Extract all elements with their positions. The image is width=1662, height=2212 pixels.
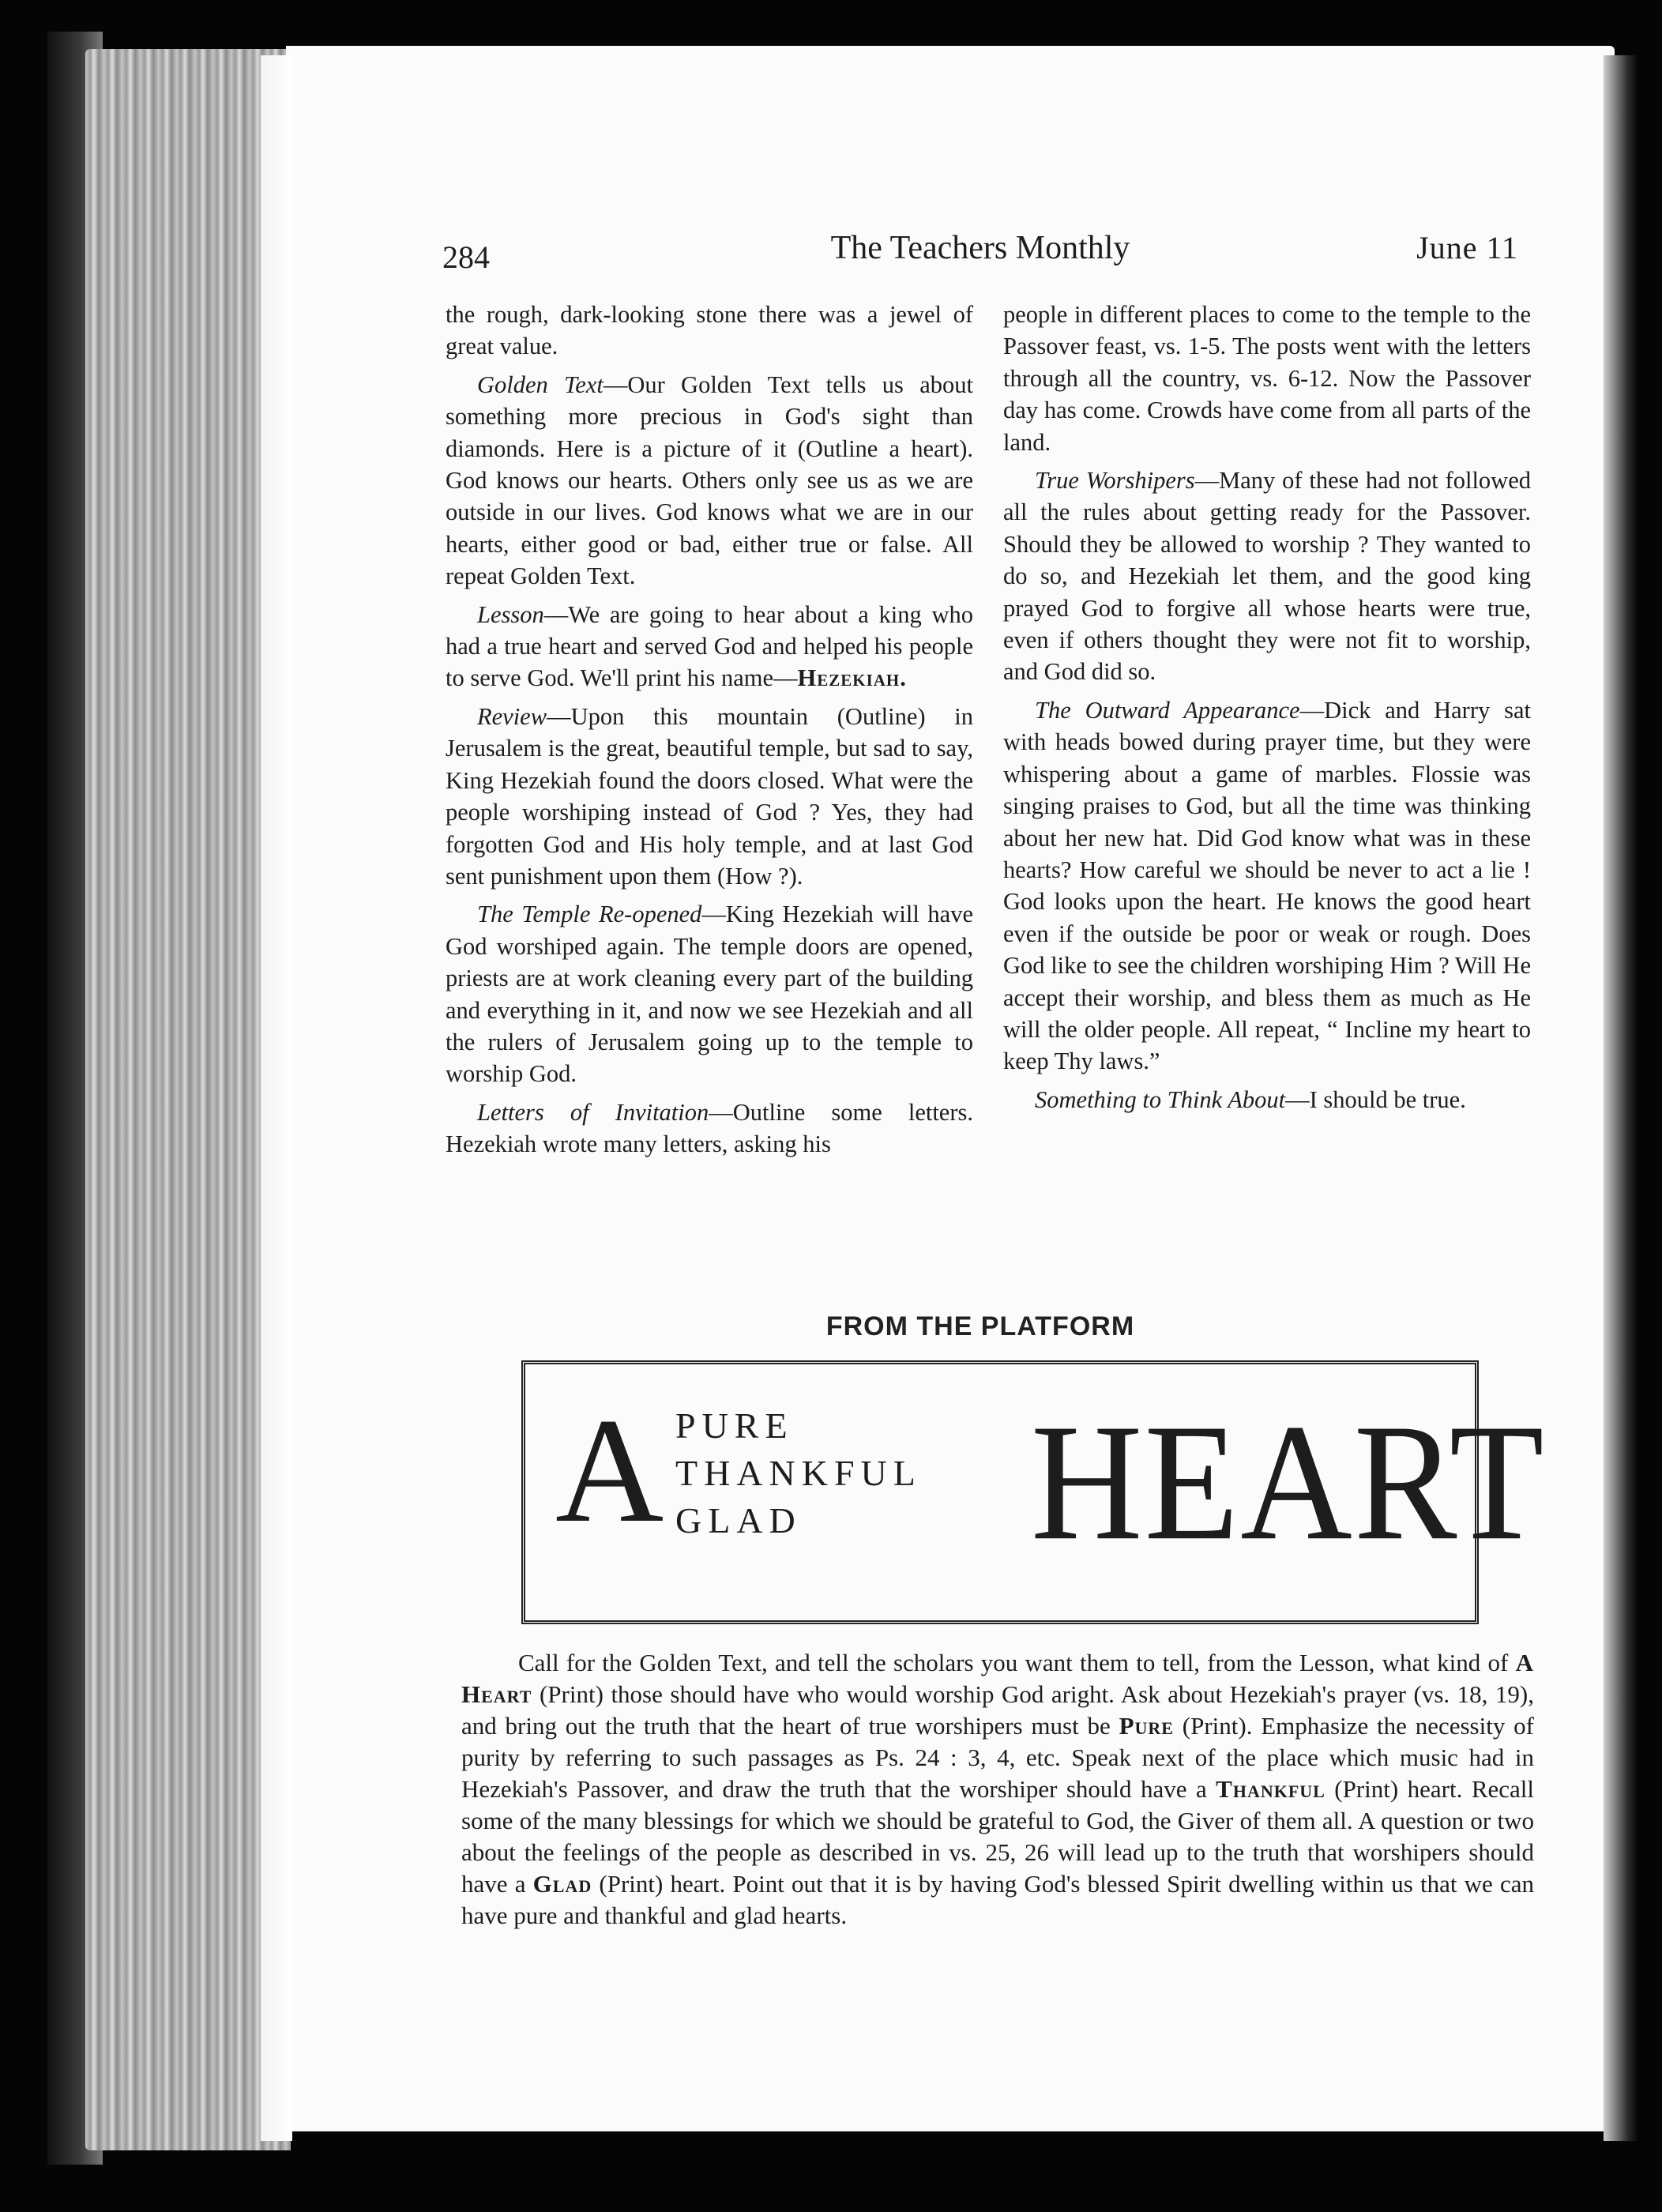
- section-heading: FROM THE PLATFORM: [825, 1311, 1135, 1341]
- diagram-word-heart: HEART: [1031, 1390, 1546, 1575]
- small-caps-term: Glad: [532, 1870, 592, 1898]
- paragraph: the rough, dark-looking stone there was a jewel of great value.: [446, 301, 973, 360]
- paragraph-text: (Print) those should have who would worship God aright. Ask about Hezekiah's prayer (vs. 18, 19), and bring out the truth that the heart of true worshipers must be: [461, 1680, 1534, 1740]
- diagram-word-list: [675, 1402, 922, 1544]
- diagram-word: THANKFUL: [675, 1453, 922, 1493]
- paragraph-heading: The Temple Re-opened: [477, 901, 702, 928]
- paragraph: [1003, 1084, 1531, 1115]
- diagram-letter-a: A: [555, 1388, 664, 1554]
- platform-paragraph: [461, 1647, 1534, 1932]
- king-name: Hezekiah.: [797, 664, 907, 692]
- paragraph-text: —Many of these had not followed all the rules about getting ready for the Passover. Should they be allowed to worship ? They wanted to do so, and Hezekiah let them, and the good king prayed God to forgive all whose hearts were true, even if others thought they were not fit to worship, and God did so.: [1003, 467, 1531, 686]
- small-caps-term: Pure: [1119, 1712, 1174, 1740]
- paragraph-text: (Print) heart. Recall some of the many blessings for which we should be grateful to God, the Giver of them all. A question or two about the feelings of the people as described in vs. 25, 26 will lead up to the truth that worshipers should have a: [461, 1775, 1534, 1898]
- page-right-edge: [1604, 55, 1638, 2141]
- paragraph-text: —We are going to hear about a king who had a true heart and served God and helped his people to serve God. We'll print his name—: [446, 600, 973, 692]
- page-number: 284: [442, 239, 490, 275]
- platform-diagram-box: [521, 1360, 1546, 1624]
- paragraph-text: —Dick and Harry sat with heads bowed during prayer time, but they were whispering about a game of marbles. Flossie was singing praises to God, but all the time was thinking about her new hat. Did God know what was in these hearts? How careful we should be never to act a lie ! God looks upon the heart. He knows the good heart even if the outside be poor or weak or rough. Does God like to see the children worshiping Him ? Will He accept their worship, and bless them as much as He will the older people. All repeat, “ Incline my heart to keep Thy laws.”: [1003, 696, 1531, 1075]
- small-caps-term: Thankful: [1216, 1775, 1325, 1803]
- paragraph: [446, 701, 973, 892]
- right-column: [1003, 299, 1531, 1122]
- paragraph-heading: Letters of Invitation: [477, 1098, 709, 1126]
- paragraph-text: (Print). Emphasize the necessity of purity by referring to such passages as Ps. 24 : 3, 4, etc. Speak next of the place which music had in Hezekiah's Passover, and draw the truth that the worshiper should have a: [461, 1712, 1534, 1803]
- paragraph: people in different places to come to the temple to the Passover feast, vs. 1-5. The posts went with the letters through all the country, vs. 6-12. Now the Passover day has come. Crowds have come from all parts of the land.: [1003, 301, 1531, 456]
- diagram-word: PURE: [675, 1405, 794, 1446]
- diagram-word: GLAD: [675, 1500, 802, 1540]
- paragraph-text: —Upon this mountain (Outline) in Jerusalem is the great, beautiful temple, but sad to say, King Hezekiah found the doors closed. What were the people worshiping instead of God ? Yes, they had forgotten God and His holy temple, and at last God sent punishment upon them (How ?).: [446, 702, 973, 890]
- paragraph: [1003, 694, 1531, 1078]
- paragraph: [1003, 465, 1531, 688]
- page-gutter: [261, 55, 292, 2141]
- paragraph-text: —King Hezekiah will have God worshiped again. The temple doors are opened, priests are at work cleaning every part of the building and everything in it, and now we see Hezekiah and all the rulers of Jerusalem going up to the temple to worship God.: [446, 901, 974, 1088]
- left-column: [446, 299, 973, 1167]
- issue-date: June 11: [1416, 230, 1518, 265]
- book-page-edges: [85, 49, 291, 2150]
- paragraph-text: —I should be true.: [1285, 1085, 1466, 1113]
- paragraph: [446, 599, 973, 694]
- paragraph-heading: Golden Text: [477, 371, 604, 398]
- paragraph-heading: Something to Think About: [1035, 1085, 1286, 1113]
- paragraph-text: —Outline some letters. Hezekiah wrote many letters, asking his: [446, 1098, 973, 1158]
- small-caps-term: A Heart: [461, 1649, 1534, 1708]
- paragraph-text: Call for the Golden Text, and tell the scholars you want them to tell, from the Lesson, what kind of: [518, 1649, 1516, 1676]
- paragraph-text: —Our Golden Text tells us about something more precious in God's sight than diamonds. Here is a picture of it (Outline a heart). God knows our hearts. Others only see us as we are outside in our lives. God knows what we are in our hearts, either good or bad, either true or false. All repeat Golden Text.: [446, 371, 974, 590]
- paragraph: [446, 1097, 973, 1161]
- paragraph: [446, 369, 973, 592]
- paragraph-heading: The Outward Appearance: [1035, 696, 1300, 724]
- paragraph-text: (Print) heart. Point out that it is by having God's blessed Spirit dwelling within us that we can have pure and thankful and glad hearts.: [461, 1870, 1534, 1929]
- paragraph-heading: True Worshipers: [1035, 467, 1195, 495]
- magazine-title: The Teachers Monthly: [830, 230, 1130, 266]
- paragraph: [461, 1647, 1534, 1932]
- running-head: [442, 229, 1518, 276]
- paragraph-heading: Lesson: [477, 600, 544, 628]
- paragraph-heading: Review: [477, 702, 547, 730]
- paragraph: [446, 898, 973, 1089]
